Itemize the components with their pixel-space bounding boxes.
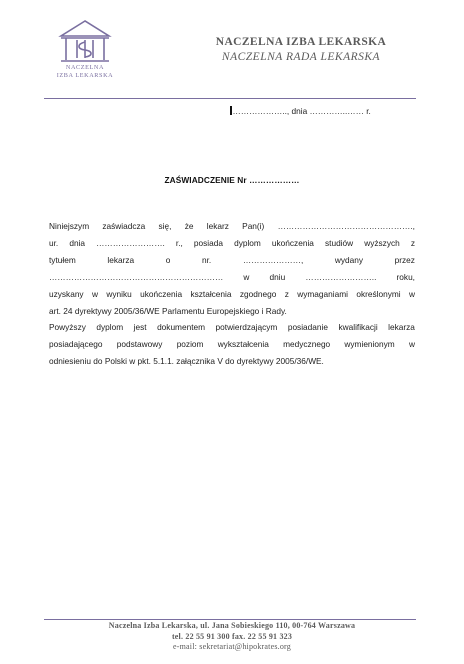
- word: Pan(i): [242, 221, 265, 231]
- logo-caption: [53, 64, 117, 80]
- word: zgodnego: [239, 288, 277, 299]
- word: dokumentem: [157, 322, 206, 332]
- word: się,: [158, 221, 172, 231]
- paragraph-1: [49, 218, 415, 319]
- word: wymienionym: [344, 338, 395, 349]
- word: dniu: [269, 271, 286, 282]
- word: Powyższy: [49, 322, 86, 332]
- p1-line-6: art. 24 dyrektywy 2005/36/WE Parlamentu Europejskiego i Rady.: [49, 305, 287, 316]
- word: z: [284, 288, 289, 299]
- word: w: [243, 271, 250, 282]
- p1-line-3: [49, 252, 415, 269]
- word: posiadającego: [49, 338, 103, 349]
- logo-caption-line1: NACZELNA: [65, 64, 105, 71]
- word: lekarz: [206, 221, 229, 231]
- word: poziom: [176, 338, 204, 349]
- word: jest: [133, 322, 147, 332]
- word: nr.: [202, 254, 212, 265]
- p1-line-5: [49, 286, 415, 303]
- word: roku,: [396, 271, 415, 282]
- word: ukończenia: [271, 237, 314, 248]
- word: dyplom: [96, 322, 124, 332]
- word: o: [165, 254, 171, 265]
- word: ukończenia: [140, 288, 183, 299]
- certificate-title: ZAŚWIADCZENIE Nr ………………: [164, 175, 300, 185]
- word: medycznego: [283, 338, 331, 349]
- word: r.,: [175, 237, 183, 248]
- word: ur.: [49, 237, 59, 248]
- word: w: [408, 338, 415, 349]
- word: ………………………………………………………: [49, 271, 224, 282]
- footer: [0, 621, 464, 653]
- word: lekarza: [388, 322, 415, 332]
- p2-line-3: odniesieniu do Polski w pkt. 5.1.1. załącznika V do dyrektywy 2005/36/WE.: [49, 355, 324, 366]
- p2-line-2: [49, 336, 415, 353]
- p1-line-1: [49, 218, 415, 235]
- p1-line-4: [49, 269, 415, 286]
- header-divider: [44, 98, 416, 99]
- naczelna-izba-lekarska-emblem-icon: [57, 18, 113, 94]
- footer-email[interactable]: e-mail: sekretariat@hipokrates.org: [173, 642, 291, 651]
- text-cursor: [230, 106, 232, 115]
- word: wymaganiami: [297, 288, 348, 299]
- word: wydany: [334, 254, 364, 265]
- word: posiadanie: [287, 322, 328, 332]
- word: ………………………………………….,: [277, 221, 415, 231]
- word: kwalifikacji: [338, 322, 378, 332]
- word: dnia: [69, 237, 86, 248]
- p1-line-2: [49, 235, 415, 252]
- word: wyniku: [106, 288, 132, 299]
- footer-phone: tel. 22 55 91 300 fax. 22 55 91 323: [171, 631, 293, 641]
- word: przez: [394, 254, 415, 265]
- org-subtitle: NACZELNA RADA LEKARSKA: [221, 51, 381, 63]
- word: posiada: [193, 237, 223, 248]
- word: uzyskany: [49, 288, 84, 299]
- logo-caption-line2: IZBA LEKARSKA: [56, 72, 114, 79]
- org-name: NACZELNA IZBA LEKARSKA: [215, 36, 387, 48]
- footer-divider: [44, 619, 416, 620]
- word: potwierdzającym: [215, 322, 278, 332]
- date-line: [230, 106, 371, 116]
- word: …………………,: [242, 254, 304, 265]
- word: ……………………..: [305, 271, 377, 282]
- word: że: [184, 221, 194, 231]
- word: wyższych: [364, 237, 400, 248]
- word: dyplom: [234, 237, 261, 248]
- date-line-text: ……………….., dnia …………..…… r.: [232, 106, 371, 116]
- word: wykształcenia: [217, 338, 269, 349]
- word: zaświadcza: [102, 221, 146, 231]
- word: określonymi: [356, 288, 401, 299]
- word: z: [410, 237, 415, 248]
- word: …………………….: [96, 237, 165, 248]
- p2-line-1: [49, 319, 415, 336]
- paragraph-2: [49, 319, 415, 370]
- word: lekarza: [107, 254, 135, 265]
- word: w: [91, 288, 98, 299]
- word: podstawowy: [116, 338, 163, 349]
- word: w: [408, 288, 415, 299]
- word: Niniejszym: [49, 221, 90, 231]
- word: tytułem: [49, 254, 76, 265]
- word: kształcenia: [190, 288, 232, 299]
- footer-address: Naczelna Izba Lekarska, ul. Jana Sobieskiego 110, 00-764 Warszawa: [108, 621, 356, 630]
- word: studiów: [325, 237, 354, 248]
